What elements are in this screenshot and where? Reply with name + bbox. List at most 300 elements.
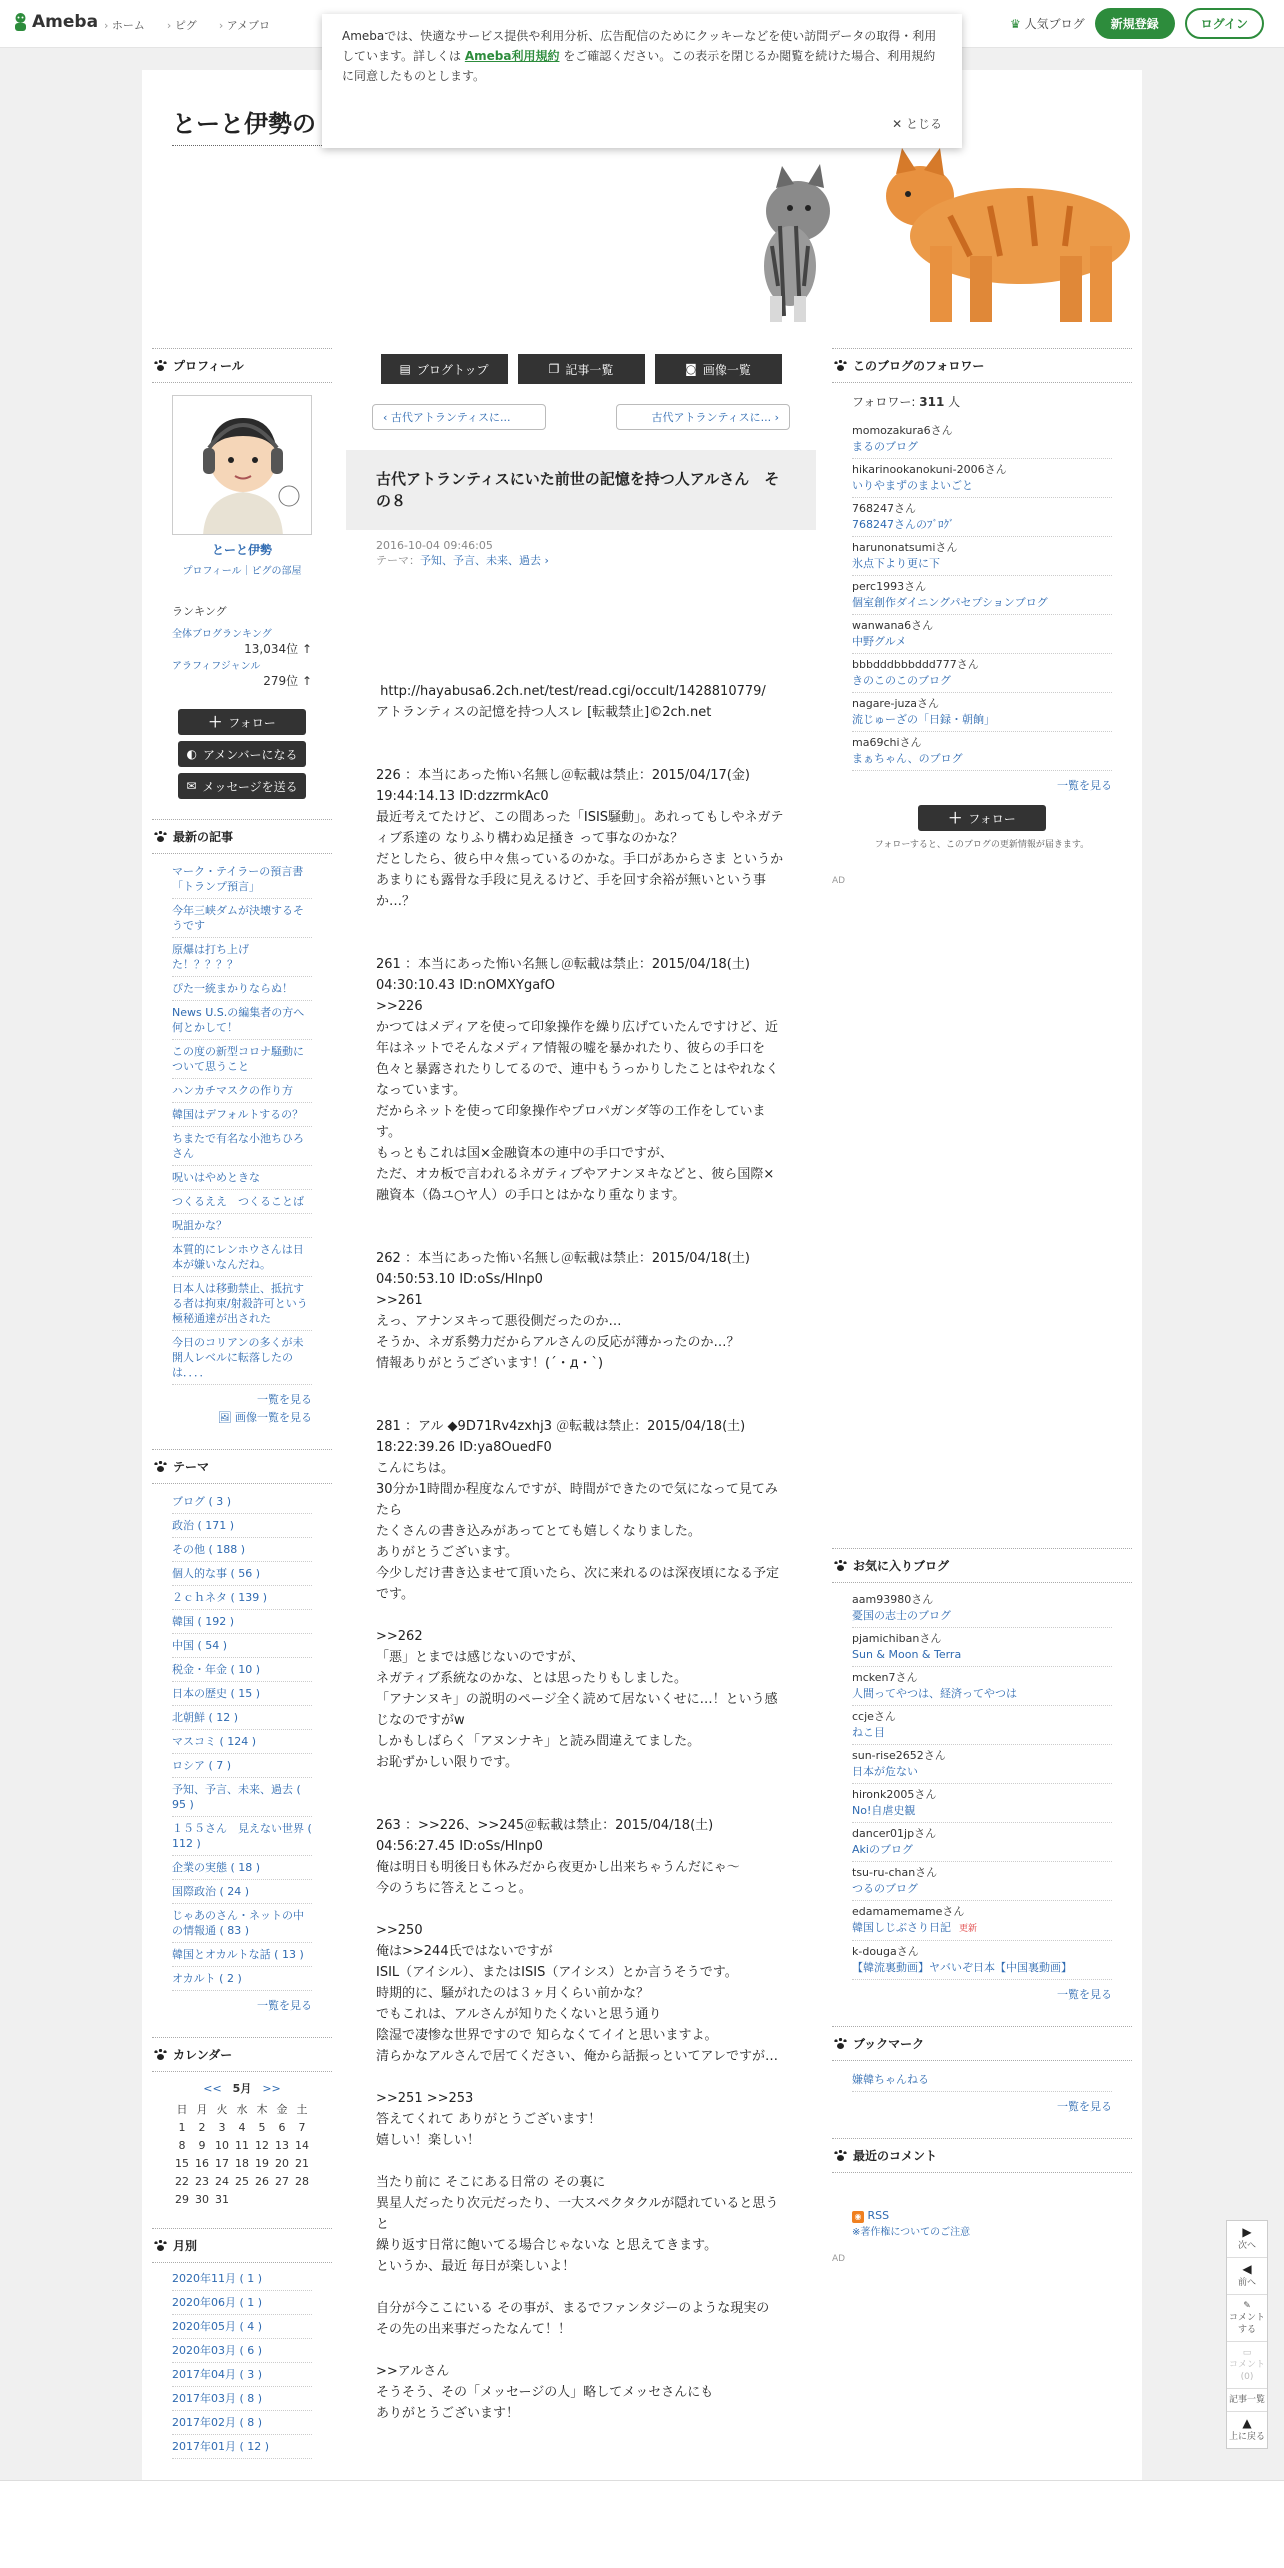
calendar-prev[interactable]: << <box>203 2082 222 2095</box>
calendar-day: 16 <box>195 2156 209 2170</box>
recent-entry-link[interactable]: マーク・テイラーの預言書 「トランプ預言」 <box>172 865 315 893</box>
calendar-day: 3 <box>218 2120 226 2134</box>
blog-top-button[interactable] <box>381 354 508 384</box>
paw-icon <box>154 360 167 372</box>
calendar-day: 31 <box>215 2192 229 2206</box>
list-item <box>852 693 1112 732</box>
copyright-note-link[interactable]: ※著作権についてのご注意 <box>852 2227 971 2238</box>
follower-user: momozakura6さん <box>852 424 953 437</box>
follower-user: perc1993さん <box>852 580 927 593</box>
archive-link[interactable]: 2017年03月 ( 8 ) <box>172 2392 263 2405</box>
list-item <box>852 615 1112 654</box>
recent-entry-link[interactable]: ちまたで有名な小池ちひろさん <box>172 1132 304 1160</box>
theme-link[interactable]: 北朝鮮 ( 12 ) <box>172 1711 239 1724</box>
list-item <box>852 732 1112 771</box>
list-item <box>172 1754 312 1778</box>
favorite-user: hironk2005さん <box>852 1788 937 1801</box>
favorite-user: edamamemameさん <box>852 1905 965 1918</box>
follower-count <box>832 383 1132 420</box>
calendar-day: 4 <box>238 2120 246 2134</box>
list-item <box>172 1634 312 1658</box>
list-item <box>172 1514 312 1538</box>
entry-pager <box>372 404 790 430</box>
list-item <box>172 860 315 899</box>
floating-nav <box>1226 2220 1268 2449</box>
list-item <box>172 938 312 977</box>
list-item <box>172 1817 312 1856</box>
bookmark-heading-text: ブックマーク <box>853 2037 925 2051</box>
entry-title[interactable]: 古代アトランティスにいた前世の記憶を持つ人アルさん その８ <box>346 450 816 530</box>
cookie-text-1: Amebaでは、快適なサービス提供や利用分析、広告配信のためにクッキーなどを使い訪問データの取得・利用しています。詳しくは <box>342 29 937 63</box>
favorite-user: mcken7さん <box>852 1671 918 1684</box>
cookie-text-2: をご確認ください。この表示を閉じるか閲覧を続けた場合、利用規約に同意したものとします。 <box>342 49 936 83</box>
favorite-blog-link[interactable]: ねこ目 <box>852 1726 885 1739</box>
ranking-all-value: 13,034位 ↑ <box>244 642 312 656</box>
follower-user: harunonatsumiさん <box>852 541 958 554</box>
rss-icon: ◉ <box>852 2211 864 2223</box>
recent-entry-link[interactable]: ぴた一統まかりならぬ！ <box>172 982 293 995</box>
favorite-user: sun-rise2652さん <box>852 1749 946 1762</box>
nav-ameblo[interactable]: › アメブロ <box>219 17 270 33</box>
recent-more-link[interactable]: 一覧を見る <box>257 1393 312 1406</box>
bookmark-heading <box>832 2026 1132 2061</box>
list-item <box>852 654 1112 693</box>
calendar-day: 28 <box>295 2174 309 2188</box>
recent-entry-link[interactable]: News U.S.の編集者の方へ 何とかして！ <box>172 1006 316 1034</box>
entry-meta <box>346 530 816 576</box>
logo-text: Ameba <box>32 12 99 32</box>
calendar-day: 21 <box>295 2156 309 2170</box>
list-item <box>172 1001 316 1040</box>
list-item <box>852 1941 1112 1980</box>
recent-heading <box>152 819 332 854</box>
list-item <box>172 1904 312 1943</box>
list-item <box>172 2435 312 2459</box>
calendar-day: 17 <box>215 2156 229 2170</box>
follower-user: hikarinookanokuni-2006さん <box>852 463 1007 476</box>
calendar-weekday: 金 <box>276 2103 288 2116</box>
ameba-logo[interactable] <box>12 12 98 32</box>
prev-entry-link[interactable] <box>372 404 546 430</box>
favorite-blog-link[interactable]: No!自虐史観 <box>852 1804 916 1817</box>
comments-heading-text: 最近のコメント <box>853 2149 938 2163</box>
list-item <box>172 977 312 1001</box>
followers-heading <box>832 348 1132 383</box>
archive-link[interactable]: 2020年06月 ( 1 ) <box>172 2296 263 2309</box>
list-item <box>172 1682 312 1706</box>
ranking-genre-value: 279位 ↑ <box>263 674 312 688</box>
speech-icon: ▭ <box>1242 2348 1252 2358</box>
entry-theme-label: テーマ： <box>376 554 420 567</box>
calendar-day <box>232 2190 252 2208</box>
recent-list <box>152 860 332 1385</box>
follower-count-label: フォロワー: <box>852 395 920 409</box>
recent-entry-link[interactable]: この度の新型コロナ騒動について思うこと <box>172 1045 304 1073</box>
orange-cat-image <box>886 148 1130 322</box>
theme-link[interactable]: 日本の歴史 ( 15 ) <box>172 1687 261 1700</box>
images-more-link[interactable] <box>152 1407 332 1431</box>
list-item <box>172 1238 312 1277</box>
calendar-day: 26 <box>255 2174 269 2188</box>
bookmark-more-link[interactable]: 一覧を見る <box>1057 2100 1112 2113</box>
follow-right-label: フォロー <box>968 811 1016 826</box>
login-button[interactable]: ログイン <box>1185 8 1264 39</box>
list-item <box>852 1862 1112 1901</box>
list-item <box>172 1538 312 1562</box>
calendar-day: 13 <box>275 2138 289 2152</box>
mail-icon: ✉ <box>186 779 197 793</box>
archive-link[interactable]: 2017年02月 ( 8 ) <box>172 2416 263 2429</box>
entry-list-label: 記事一覧 <box>565 362 614 377</box>
paw-icon <box>834 1560 847 1572</box>
image-icon: 🖼 <box>217 1411 232 1424</box>
calendar-day: 8 <box>178 2138 186 2152</box>
calendar-day <box>252 2190 272 2208</box>
list-item <box>852 1706 1112 1745</box>
header-actions <box>1010 8 1264 39</box>
recent-entry-link[interactable]: 呪詛かな？ <box>172 1219 227 1232</box>
theme-link[interactable]: じゃあのさん・ネットの中の情報通 ( 83 ) <box>172 1909 304 1937</box>
favorite-user: aam93980さん <box>852 1593 934 1606</box>
theme-link[interactable]: ブログ ( 3 ) <box>172 1495 232 1508</box>
blog-top-label: ブログトップ <box>416 362 489 377</box>
follower-blog-link[interactable]: 個室創作ダイニングパセプションブログ <box>852 596 1048 609</box>
recent-entry-link[interactable]: 日本人は移動禁止、抵抗する者は拘束/射殺許可という極秘通達が出された <box>172 1282 308 1325</box>
follow-note: フォローすると、このブログの更新情報が届きます。 <box>874 840 1090 850</box>
calendar-day: 9 <box>198 2138 206 2152</box>
theme-heading-text: テーマ <box>173 1460 210 1474</box>
image-list-button[interactable] <box>655 354 782 384</box>
copy-icon: ❐ <box>548 362 560 376</box>
calendar-day: 11 <box>235 2138 249 2152</box>
paw-icon <box>834 360 847 372</box>
list-item <box>172 2315 312 2339</box>
list-item <box>852 1823 1112 1862</box>
theme-link[interactable]: ２ｃｈネタ ( 139 ) <box>172 1591 268 1604</box>
prev-entry-label: 古代アトランティスに... <box>390 411 511 424</box>
header-cats-image <box>720 126 1130 326</box>
ranking-all-link[interactable]: 全体ブログランキング <box>172 629 272 640</box>
follow-button[interactable] <box>178 709 306 735</box>
ad-label: AD <box>832 876 846 886</box>
calendar-day: 2 <box>198 2120 206 2134</box>
theme-link[interactable]: 韓国 ( 192 ) <box>172 1615 235 1628</box>
next-entry-nav[interactable] <box>1227 2221 1267 2258</box>
list-item <box>172 2267 312 2291</box>
follower-blog-link[interactable]: まるのブログ <box>852 440 918 453</box>
archive-link[interactable]: 2020年05月 ( 4 ) <box>172 2320 263 2333</box>
tabby-cat-image <box>764 164 830 322</box>
list-item <box>172 1706 312 1730</box>
calendar-day <box>292 2190 312 2208</box>
nav-home[interactable]: › ホーム <box>104 17 145 33</box>
calendar-day: 12 <box>255 2138 269 2152</box>
entry-body: http://hayabusa6.2ch.net/test/read.cgi/occult/1428810779/ アトランティスの記憶を持つ人スレ [転載禁止]©2ch.net 226 ：本当にあった怖い名無し＠転載は禁止：2015/04/17(金) 19:44:14.13 ID:dzzrmkAc0 最近考えてたけど、この間あった「ISIS騒動」。あれってもしやネガティブ系達の なりふり構わぬ足掻き って事なのかな？ だとしたら、彼ら中々焦っているのかな。手口があからさま というか あまりにも露骨な手段に見えるけど、手を回す余裕が無いという事か…？ 261 ：本当にあった怖い名無し＠転載は禁止：2015/04/18(土) 04:30:10.43 ID:nOMXYgafO >>226 かつてはメディアを使って印象操作を繰り広げていたんですけど、近年はネットでそんなメディア情報の嘘を暴かれたり、彼らの手口を色々と暴露されたりしてるので、連中もうっかりしたことはやれなくなっています。 だからネットを使って印象操作やプロパガンダ等の工作をしています。 もっともこれは国×金融資本の連中の手口ですが、 ただ、オカ板で言われるネガティブやアナンヌキなどと、彼ら国際×融資本（偽ユ○ヤ人）の手口とはかなり重なります。 262 ：本当にあった怖い名無し＠転載は禁止：2015/04/18(土) 04:50:53.10 ID:oSs/Hlnp0 >>261 えっ、アナンヌキって悪役側だったのか… そうか、ネガ系勢力だからアルさんの反応が薄かったのか…？ 情報ありがとうございます！(´・д・`) 281 ：アル ◆9D71Rv4zxhj3 ＠転載は禁止：2015/04/18(土) 18:22:39.26 ID:ya8OuedF0 こんにちは。 30分か1時間か程度なんですが、時間ができたので気になって見てみたら たくさんの書き込みがあってとても嬉しくなりました。 ありがとうございます。 今少しだけ書き込ませて頂いたら、次に来れるのは深夜頃になる予定です。 >>262 「悪」とまでは感じないのですが、 ネガティブ系統なのかな、とは思ったりもしました。 「アナンヌキ」の説明のページ全く読めて居ないくせに…！という感じなのですがw しかもしばらく「アヌンナキ」と読み間違えてました。 お恥ずかしい限りです。 263 ：>>226、>>245＠転載は禁止：2015/04/18(土) 04:56:27.45 ID:oSs/Hlnp0 俺は明日も明後日も休みだから夜更かし出来ちゃうんだにゃ～ 今のうちに答えとこっと。 >>250 俺は>>244氏ではないですが ISIL（アイシル）、またはISIS（アイシス）とか言うそうです。 時期的に、騒がれたのは３ヶ月くらい前かな？ でもこれは、アルさんが知りたくないと思う通り 陰湿で凄惨な世界ですので 知らなくてイイと思いますよ。 清らかなアルさんで居てください、俺から話振っといてアレですが… >>251 >>253 答えてくれて ありがとうございます！ 嬉しい！楽しい！ 当たり前に そこにある日常の その裏に 異星人だったり次元だったり、一大スペクタクルが隠れていると思うと 繰り返す日常に飽いてる場合じゃないな と思えてきます。 というか、最近 毎日が楽しいよ！ 自分が今ここにいる その事が、まるでファンタジーのような現実の その先の出来事だったなんて！！ >>アルさん そうそう、その「メッセージの人」略してメッセさんにも ありがとうございます！ <box>376 684 784 2421</box>
favorite-blog-link[interactable]: 韓国しじぶさり日記 <box>852 1921 951 1934</box>
list-item <box>852 420 1112 459</box>
favorite-blog-link[interactable]: 【韓流裏動画】ヤバいぞ日本【中国裏動画】 <box>852 1961 1072 1974</box>
follower-blog-link[interactable]: いりやまずのまよいごと <box>852 479 973 492</box>
theme-link[interactable]: １５５さん 見えない世界 ( 112 ) <box>172 1822 312 1850</box>
list-item <box>172 1658 312 1682</box>
next-entry-label: 古代アトランティスに... <box>651 411 772 424</box>
calendar-day: 18 <box>235 2156 249 2170</box>
favorite-blog-link[interactable]: 憂国の志士のブログ <box>852 1609 951 1622</box>
list-item <box>172 1943 312 1967</box>
rss-section <box>852 2209 1112 2238</box>
pencil-icon: ✎ <box>1243 2301 1251 2311</box>
follower-blog-link[interactable]: 768247さんのﾌﾞﾛｸﾞ <box>852 518 955 531</box>
entry-list-nav-label: 記事一覧 <box>1228 2395 1265 2405</box>
paw-icon <box>154 1461 167 1473</box>
follower-blog-link[interactable]: 氷点下より更に下 <box>852 557 940 570</box>
calendar-day: 20 <box>275 2156 289 2170</box>
plus-icon: ＋ <box>948 811 963 827</box>
list-item <box>852 1667 1112 1706</box>
theme-link[interactable]: ロシア ( 7 ) <box>172 1759 232 1772</box>
amember-icon: ◐ <box>186 747 198 761</box>
favorite-user: pjamichibanさん <box>852 1632 942 1645</box>
popular-label: 人気ブログ <box>1024 17 1085 31</box>
calendar-day: 15 <box>175 2156 189 2170</box>
favorite-user: k-dougaさん <box>852 1945 919 1958</box>
theme-link[interactable]: 政治 ( 171 ) <box>172 1519 235 1532</box>
followers-heading-text: このブログのフォロワー <box>853 359 985 373</box>
archive-heading-text: 月別 <box>173 2239 198 2253</box>
calendar-day: 27 <box>275 2174 289 2188</box>
favorite-blog-link[interactable]: Sun & Moon & Terra <box>852 1648 962 1661</box>
blog-title[interactable]: とーと伊勢の <box>172 104 382 146</box>
follow-label: フォロー <box>228 715 276 730</box>
favorite-user: tsu-ru-chanさん <box>852 1866 938 1879</box>
message-button[interactable] <box>178 773 306 799</box>
list-item <box>852 498 1112 537</box>
calendar-day: 14 <box>295 2138 309 2152</box>
archive-link[interactable]: 2020年11月 ( 1 ) <box>172 2272 263 2285</box>
comment-count-nav[interactable] <box>1227 2342 1267 2389</box>
recent-entry-link[interactable]: 呪いはやめときな <box>172 1171 260 1184</box>
list-item <box>172 2387 312 2411</box>
ameba-pig-icon <box>12 12 29 32</box>
calendar-day: 30 <box>195 2192 209 2206</box>
calendar-weekday: 木 <box>256 2103 268 2116</box>
entry-column <box>346 354 816 2424</box>
calendar-month: 5月 <box>232 2082 252 2095</box>
recent-entry-link[interactable]: 本質的にレンホウさんは日本が嫌いなんだね。 <box>172 1243 304 1271</box>
recent-entry-link[interactable]: つくるええ つくることば <box>172 1195 304 1208</box>
follow-button-right[interactable] <box>918 805 1046 831</box>
list-item <box>172 1079 312 1103</box>
global-nav <box>104 17 292 33</box>
calendar-day: 19 <box>255 2156 269 2170</box>
list-item <box>852 1784 1112 1823</box>
follower-blog-link[interactable]: まぁちゃん、のブログ <box>852 752 963 765</box>
follower-user: wanwana6さん <box>852 619 934 632</box>
favorite-blog-link[interactable]: つるのブログ <box>852 1882 918 1895</box>
follower-user: bbbdddbbbddd777さん <box>852 658 979 671</box>
image-list-label: 画像一覧 <box>702 362 751 377</box>
triangle-up-icon: ▲ <box>1242 2416 1252 2430</box>
images-more-label: 画像一覧を見る <box>235 1411 312 1424</box>
theme-link[interactable]: その他 ( 188 ) <box>172 1543 246 1556</box>
camera-icon: ◙ <box>685 362 697 376</box>
calendar-day: 25 <box>235 2174 249 2188</box>
bookmark-link[interactable]: 嫌韓ちゃんねる <box>852 2073 929 2086</box>
theme-heading <box>152 1449 332 1484</box>
profile-name-link[interactable]: とーと伊勢 <box>211 543 272 557</box>
paw-icon <box>154 831 167 843</box>
archive-link[interactable]: 2017年04月 ( 3 ) <box>172 2368 263 2381</box>
right-sidebar <box>832 348 1132 2266</box>
amember-button[interactable] <box>178 741 306 767</box>
message-label: メッセージを送る <box>202 779 298 794</box>
list-item <box>172 1190 312 1214</box>
back-to-top-label: 上に戻る <box>1228 2432 1265 2442</box>
follower-list <box>832 420 1132 771</box>
rss-link[interactable]: RSS <box>867 2209 890 2222</box>
profile-links[interactable]: プロフィール｜ピグの部屋 <box>182 566 302 577</box>
calendar-heading-text: カレンダー <box>173 2048 233 2062</box>
recent-entry-link[interactable]: 今日のコリアンの多くが未開人レベルに転落したのは．．．． <box>172 1336 304 1379</box>
terms-link[interactable]: Ameba利用規約 <box>464 49 560 63</box>
next-nav-label: 次へ <box>1237 2241 1256 2251</box>
calendar-day <box>272 2190 292 2208</box>
entry-theme-link[interactable]: 予知、予言、未来、過去 <box>420 554 541 567</box>
list-item <box>172 1166 312 1190</box>
next-entry-link[interactable] <box>616 404 790 430</box>
prev-entry-nav[interactable] <box>1227 2258 1267 2295</box>
archive-link[interactable]: 2020年03月 ( 6 ) <box>172 2344 263 2357</box>
recent-entry-link[interactable]: ハンカチマスクの作り方 <box>172 1084 293 1097</box>
calendar-day: 29 <box>175 2192 189 2206</box>
list-item <box>172 1610 312 1634</box>
calendar-day: 24 <box>215 2174 229 2188</box>
list-item <box>172 1040 312 1079</box>
list-item <box>172 1277 312 1331</box>
register-button[interactable]: 新規登録 <box>1095 8 1175 39</box>
favorite-blog-link[interactable]: 人間ってやつは、経済ってやつは <box>852 1687 1017 1700</box>
list-item <box>852 576 1112 615</box>
favorite-blog-link[interactable]: 日本が危ない <box>852 1765 918 1778</box>
theme-link[interactable]: 韓国とオカルトな話 ( 13 ) <box>172 1948 304 1961</box>
list-item <box>172 2291 312 2315</box>
calendar-weekday: 水 <box>236 2103 248 2116</box>
back-to-top-nav[interactable] <box>1227 2412 1267 2448</box>
follower-blog-link[interactable]: 流じゅーざの「日録・朝餉」 <box>852 713 995 726</box>
popular-blog-link[interactable] <box>1010 15 1085 32</box>
theme-link[interactable]: 税金・年金 ( 10 ) <box>172 1663 261 1676</box>
paw-icon <box>154 2049 167 2061</box>
profile-heading <box>152 348 332 383</box>
calendar-day: 10 <box>215 2138 229 2152</box>
follower-blog-link[interactable]: きのこのこのブログ <box>852 674 951 687</box>
calendar <box>167 2080 317 2208</box>
recent-entry-link[interactable]: 原爆は打ち上げた！？？？？ <box>172 943 249 971</box>
list-item <box>852 1901 1112 1941</box>
follower-user: ma69chiさん <box>852 736 922 749</box>
prev-nav-label: 前へ <box>1237 2278 1256 2288</box>
theme-link[interactable]: 国際政治 ( 24 ) <box>172 1885 250 1898</box>
theme-more-link[interactable]: 一覧を見る <box>257 1999 312 2012</box>
theme-link[interactable]: 中国 ( 54 ) <box>172 1639 228 1652</box>
paw-icon <box>834 2038 847 2050</box>
list-item <box>172 2339 312 2363</box>
ranking-genre-link[interactable]: アラフィフジャンル <box>172 661 261 672</box>
page-icon: ▤ <box>399 362 411 376</box>
comment-count-label: コメント(0) <box>1228 2360 1265 2382</box>
follower-user: nagare-juzaさん <box>852 697 939 710</box>
cookie-text <box>342 26 942 86</box>
cookie-banner <box>322 14 962 148</box>
list-item <box>172 2363 312 2387</box>
comment-nav[interactable] <box>1227 2295 1267 2342</box>
list-item <box>172 1490 312 1514</box>
chevron-left-icon: ‹ <box>383 411 388 424</box>
follower-count-unit: 人 <box>944 395 961 409</box>
list-item <box>172 1214 312 1238</box>
paw-icon <box>834 2150 847 2162</box>
avatar[interactable] <box>172 395 312 535</box>
followers-more-link[interactable]: 一覧を見る <box>1057 779 1112 792</box>
theme-link[interactable]: マスコミ ( 124 ) <box>172 1735 257 1748</box>
nav-pigg[interactable]: › ピグ <box>167 17 197 33</box>
favorites-heading <box>832 1548 1132 1583</box>
blog-toolbar <box>346 354 816 384</box>
cookie-close-button[interactable]: ✕ とじる <box>892 117 942 131</box>
list-item <box>172 1778 312 1817</box>
recent-heading-text: 最新の記事 <box>173 830 234 844</box>
recent-entry-link[interactable]: 韓国はデフォルトするの？ <box>172 1108 304 1121</box>
theme-link[interactable]: 企業の実態 ( 18 ) <box>172 1861 261 1874</box>
archive-link[interactable]: 2017年01月 ( 12 ) <box>172 2440 270 2453</box>
entry-list-button[interactable] <box>518 354 645 384</box>
follower-count-value: 311 <box>919 395 945 409</box>
theme-link[interactable]: 予知、予言、未来、過去 ( 95 ) <box>172 1783 301 1811</box>
list-item <box>172 2411 312 2435</box>
list-item <box>172 1562 312 1586</box>
list-item <box>852 1745 1112 1784</box>
calendar-day: 6 <box>278 2120 286 2134</box>
recent-entry-link[interactable]: 今年三峡ダムが決壊するそうです <box>172 904 304 932</box>
paw-icon <box>154 2240 167 2252</box>
ranking-section <box>172 603 312 689</box>
favorites-more-link[interactable]: 一覧を見る <box>1057 1988 1112 2001</box>
ad-space <box>832 888 1132 1548</box>
theme-link[interactable]: 個人的な事 ( 56 ) <box>172 1567 261 1580</box>
archive-heading <box>152 2228 332 2263</box>
calendar-weekday: 日 <box>176 2103 188 2116</box>
triangle-right-icon: ▶ <box>1242 2225 1252 2239</box>
calendar-weekday: 土 <box>296 2103 308 2116</box>
comments-heading <box>832 2138 1132 2173</box>
entry-list-nav[interactable] <box>1227 2389 1267 2412</box>
calendar-day: 22 <box>175 2174 189 2188</box>
follower-user: 768247さん <box>852 502 916 515</box>
plus-icon: ＋ <box>208 715 223 731</box>
favorites-heading-text: お気に入りブログ <box>853 1559 950 1573</box>
archive-list <box>152 2267 332 2459</box>
follower-blog-link[interactable]: 中野グルメ <box>852 635 907 648</box>
chevron-right-icon: › <box>541 554 549 567</box>
calendar-day: 5 <box>258 2120 266 2134</box>
calendar-next[interactable]: >> <box>262 2082 281 2095</box>
footer <box>0 2480 1284 2568</box>
theme-list <box>152 1490 332 1991</box>
calendar-weekday: 月 <box>196 2103 208 2116</box>
new-badge: 更新 <box>959 1924 978 1934</box>
theme-link[interactable]: オカルト ( 2 ) <box>172 1972 242 1985</box>
favorite-blog-link[interactable]: Akiのブログ <box>852 1843 913 1856</box>
